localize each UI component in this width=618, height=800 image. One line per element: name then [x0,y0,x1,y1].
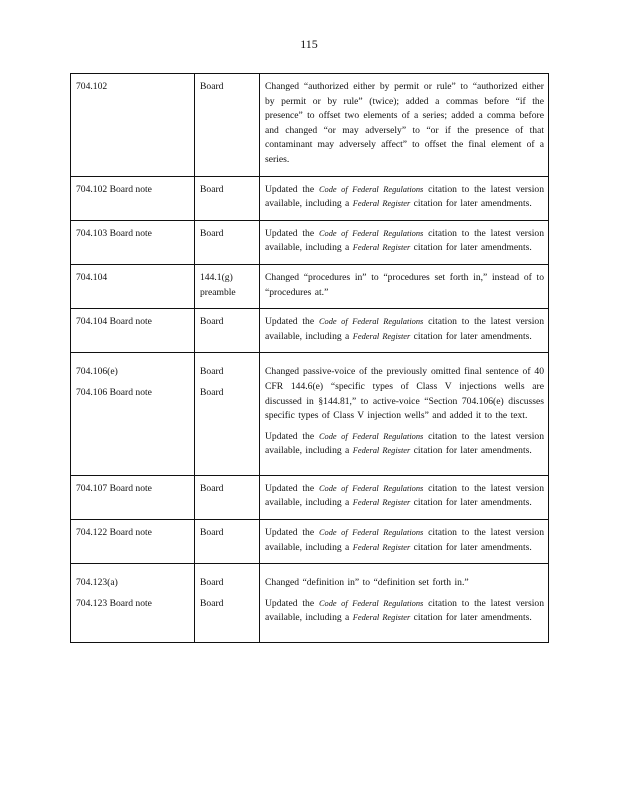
description-cell [260,353,549,476]
table-row [71,353,549,476]
federal-register-title: Federal Register [352,243,411,253]
description-text: Updated the [265,482,315,494]
page-number: 115 [300,37,318,51]
table-row [71,475,549,519]
source-cell: Board [195,520,260,564]
federal-register-title: Federal Register [352,446,411,456]
table-row [71,220,549,264]
description-cell: Changed “procedures in” to “procedures set forth in,” instead of to “procedures at.” [260,264,549,308]
table-row [71,564,549,643]
cfr-title: Code of Federal Regulations [318,483,424,493]
source-cell: Board [195,74,260,177]
description-cell: Changed “authorized either by permit or rule” to “authorized either by permit or by rule” (twice); added a commas before “if the presence” to offset two elements of a series; added a comma before and changed “or may adversely” to “or if the presence of that contaminant may adversely affect” to offset the final element of a series. [260,74,549,177]
description-text: Updated the [265,597,315,609]
source-cell [195,353,260,476]
federal-register-title: Federal Register [352,331,411,341]
description-text: Updated the [265,183,315,195]
description-cell [260,564,549,643]
cfr-title: Code of Federal Regulations [318,528,424,538]
description-text: citation to the latest version available, including a [265,430,544,457]
table-row [71,520,549,564]
description-text: citation for later amendments. [413,497,532,509]
section-cell: 704.102 [71,74,195,177]
section-cell: 704.103 Board note [71,220,195,264]
section-entry: 704.123 Board note [76,597,152,609]
source-cell: Board [195,475,260,519]
section-entry: 704.106(e) [76,366,118,378]
source-cell [195,564,260,643]
section-entry: 704.106 Board note [76,386,152,398]
source-entry: Board [200,577,224,589]
description-text: citation to the latest version available, including a [265,227,544,254]
section-entry: 704.123(a) [76,577,118,589]
description-cell [260,220,549,264]
description-entry: Changed “definition in” to “definition set forth in.” [265,577,469,589]
source-cell: Board [195,176,260,220]
description-text: Updated the [265,527,315,539]
description-text: Updated the [265,430,315,442]
description-text: Updated the [265,227,315,239]
description-entry: Changed passive-voice of the previously omitted final sentence of 40 CFR 144.6(e) “specific types of Class V injections wells are discussed in §144.81,” to active-voice “Section 704.106(e) discusses specific types of Class V injection wells” and added it to the text. [265,366,544,422]
description-text: citation to the latest version available, including a [265,316,544,342]
description-text: citation to the latest version available, including a [265,597,544,624]
section-cell: 704.102 Board note [71,176,195,220]
source-entry: Board [200,386,224,398]
description-text: citation for later amendments. [413,445,532,457]
description-text: citation for later amendments. [413,198,532,210]
source-cell: Board [195,309,260,353]
federal-register-title: Federal Register [352,498,411,508]
description-entry [265,424,544,467]
section-cell [71,564,195,643]
source-entry: Board [200,366,224,378]
cfr-title: Code of Federal Regulations [318,228,424,238]
description-text: citation for later amendments. [413,612,532,624]
source-entry: Board [200,597,224,609]
table-row [71,264,549,308]
section-cell [71,353,195,476]
cfr-title: Code of Federal Regulations [318,598,424,608]
description-cell [260,176,549,220]
federal-register-title: Federal Register [352,613,411,623]
description-cell [260,520,549,564]
cfr-title: Code of Federal Regulations [318,317,424,327]
changes-table [70,73,549,643]
section-cell: 704.122 Board note [71,520,195,564]
federal-register-title: Federal Register [352,199,411,209]
description-text: citation to the latest version available, including a [265,482,544,509]
table-row [71,309,549,353]
section-cell: 704.104 [71,264,195,308]
description-cell [260,475,549,519]
description-text: citation for later amendments. [413,242,532,254]
description-entry [265,591,544,634]
section-cell: 704.104 Board note [71,309,195,353]
cfr-title: Code of Federal Regulations [318,431,424,441]
section-cell: 704.107 Board note [71,475,195,519]
description-text: citation to the latest version available, including a [265,183,544,210]
description-text: citation for later amendments. [413,330,532,342]
description-text: citation to the latest version available, including a [265,527,544,553]
federal-register-title: Federal Register [352,542,411,552]
description-text: citation for later amendments. [413,541,532,553]
table-row [71,176,549,220]
cfr-title: Code of Federal Regulations [318,184,424,194]
table-row [71,74,549,177]
description-text: Updated the [265,316,315,328]
source-cell: 144.1(g) preamble [195,264,260,308]
description-cell [260,309,549,353]
source-cell: Board [195,220,260,264]
